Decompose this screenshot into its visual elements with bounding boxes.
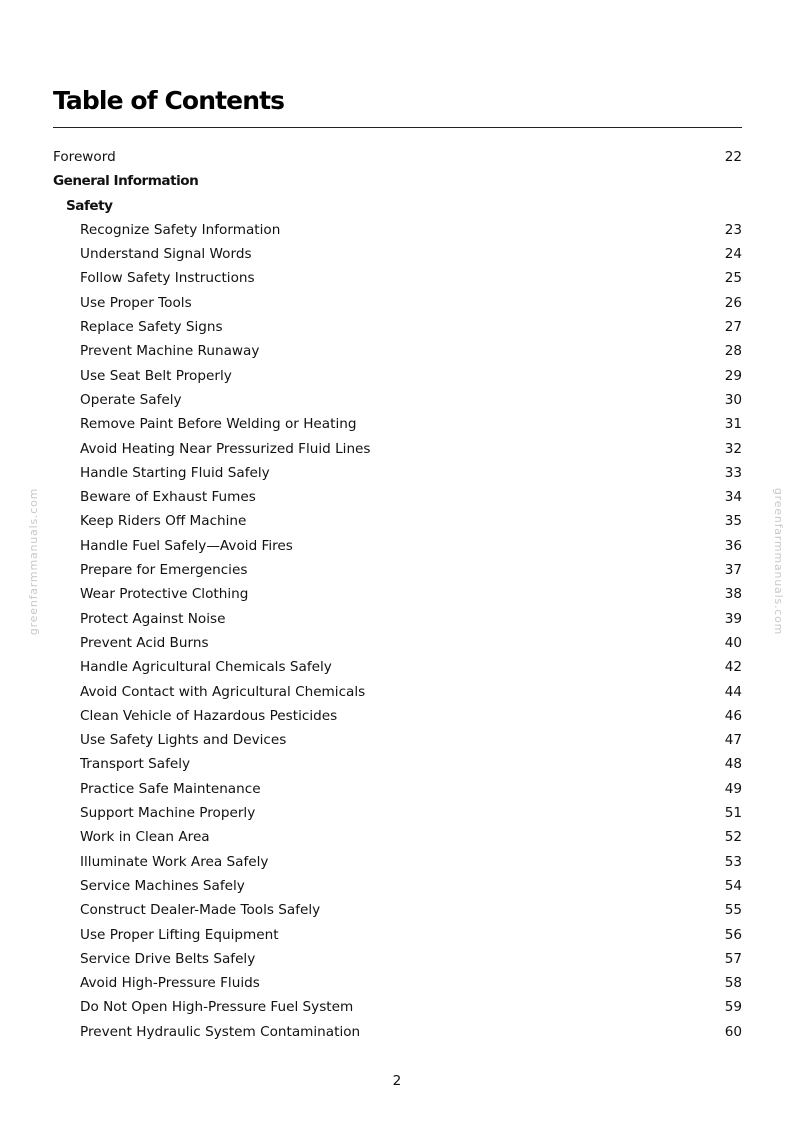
- toc-entry-label: Beware of Exhaust Fumes: [80, 489, 256, 506]
- toc-entry-label: Recognize Safety Information: [80, 221, 281, 238]
- toc-entry-label: Handle Fuel Safely—Avoid Fires: [80, 537, 293, 554]
- toc-entry-label: Handle Agricultural Chemicals Safely: [80, 659, 332, 676]
- toc-entry[interactable]: [53, 801, 742, 825]
- toc-entry-label: Practice Safe Maintenance: [80, 780, 261, 797]
- toc-entry-page-number: 59: [724, 999, 742, 1016]
- toc-entry[interactable]: [53, 947, 742, 971]
- toc-entry[interactable]: [53, 582, 742, 606]
- page-title: Table of Contents: [53, 86, 285, 115]
- toc-entry[interactable]: [53, 850, 742, 874]
- toc-entry[interactable]: [53, 607, 742, 631]
- toc-entry-page-number: 57: [724, 950, 742, 967]
- toc-entry-page-number: 42: [724, 659, 742, 676]
- toc-entry[interactable]: [53, 558, 742, 582]
- toc-entry[interactable]: [53, 752, 742, 776]
- toc-entry-page-number: 56: [724, 926, 742, 943]
- toc-entry-label: Protect Against Noise: [80, 610, 226, 627]
- toc-entry-label: Follow Safety Instructions: [80, 270, 255, 287]
- toc-entry-label: Support Machine Properly: [80, 805, 256, 822]
- toc-entry-page-number: 55: [724, 902, 742, 919]
- toc-entry-page-number: 48: [724, 756, 742, 773]
- toc-entry-page-number: 46: [724, 707, 742, 724]
- toc-chapter[interactable]: [53, 169, 742, 193]
- toc-entry[interactable]: [53, 437, 742, 461]
- toc-entry-label: Use Seat Belt Properly: [80, 367, 232, 384]
- toc-entry[interactable]: [53, 364, 742, 388]
- toc-entry-page-number: 24: [724, 246, 742, 263]
- toc-entry[interactable]: [53, 218, 742, 242]
- toc-entry[interactable]: [53, 145, 742, 169]
- watermark-left: greenfarmmanuals.com: [27, 487, 41, 636]
- toc-entry[interactable]: [53, 777, 742, 801]
- toc-entry-label: Avoid High-Pressure Fluids: [80, 975, 260, 992]
- toc-entry-page-number: 40: [724, 634, 742, 651]
- toc-entry[interactable]: [53, 315, 742, 339]
- toc-entry-page-number: 51: [724, 805, 742, 822]
- toc-entry[interactable]: [53, 898, 742, 922]
- toc-entry-label: Avoid Heating Near Pressurized Fluid Lines: [80, 440, 371, 457]
- toc-entry-label: Operate Safely: [80, 391, 182, 408]
- toc-entry-label: Safety: [66, 197, 113, 214]
- toc-entry-page-number: 30: [724, 391, 742, 408]
- toc-entry-label: Do Not Open High-Pressure Fuel System: [80, 999, 354, 1016]
- toc-entry-label: Service Drive Belts Safely: [80, 950, 256, 967]
- toc-entry-label: Understand Signal Words: [80, 246, 252, 263]
- toc-entry-page-number: 38: [724, 586, 742, 603]
- toc-entry[interactable]: [53, 509, 742, 533]
- toc-entry-page-number: 22: [724, 149, 742, 165]
- toc-entry-label: Use Proper Lifting Equipment: [80, 926, 279, 943]
- toc-entry[interactable]: [53, 461, 742, 485]
- toc-entry-page-number: 31: [724, 416, 742, 433]
- toc-entry-page-number: 47: [724, 732, 742, 749]
- toc-entry-page-number: 33: [724, 464, 742, 481]
- toc-entry-page-number: 39: [724, 610, 742, 627]
- toc-entry[interactable]: [53, 874, 742, 898]
- toc-entry[interactable]: [53, 923, 742, 947]
- watermark-right: greenfarmmanuals.com: [772, 487, 786, 636]
- toc-entry[interactable]: [53, 728, 742, 752]
- toc-entry-page-number: 60: [724, 1023, 742, 1040]
- toc-entry-label: Work in Clean Area: [80, 829, 210, 846]
- toc-entry-label: Remove Paint Before Welding or Heating: [80, 416, 357, 433]
- toc-entry[interactable]: [53, 631, 742, 655]
- toc-entry-page-number: 44: [724, 683, 742, 700]
- toc-entry-page-number: 35: [724, 513, 742, 530]
- toc-entry-page-number: 28: [724, 343, 742, 360]
- toc-entry-label: Foreword: [53, 149, 116, 165]
- toc-entry[interactable]: [53, 680, 742, 704]
- toc-entry[interactable]: [53, 412, 742, 436]
- toc-section[interactable]: [53, 194, 742, 218]
- toc-entry-label: Keep Riders Off Machine: [80, 513, 247, 530]
- toc-entry-page-number: 34: [724, 489, 742, 506]
- toc-entry-page-number: 27: [724, 319, 742, 336]
- toc-entry-label: Prevent Acid Burns: [80, 634, 209, 651]
- toc-entry-label: Service Machines Safely: [80, 877, 245, 894]
- toc-entry-label: Prevent Machine Runaway: [80, 343, 260, 360]
- toc-entry-page-number: 32: [724, 440, 742, 457]
- toc-entry-page-number: 29: [724, 367, 742, 384]
- toc-entry-label: Wear Protective Clothing: [80, 586, 249, 603]
- toc-entry-page-number: 26: [724, 294, 742, 311]
- toc-entry[interactable]: [53, 291, 742, 315]
- toc-entry-label: Clean Vehicle of Hazardous Pesticides: [80, 707, 338, 724]
- toc-entry[interactable]: [53, 339, 742, 363]
- toc-entry-label: Transport Safely: [80, 756, 191, 773]
- toc-entry[interactable]: [53, 485, 742, 509]
- toc-entry-page-number: 52: [724, 829, 742, 846]
- toc-entry-label: Prepare for Emergencies: [80, 562, 248, 579]
- toc-entry-page-number: 37: [724, 562, 742, 579]
- toc-entry-label: Construct Dealer-Made Tools Safely: [80, 902, 321, 919]
- page-number: 2: [392, 1073, 402, 1089]
- toc-entry-page-number: 53: [724, 853, 742, 870]
- toc-entry-label: Illuminate Work Area Safely: [80, 853, 269, 870]
- toc-entry[interactable]: [53, 704, 742, 728]
- toc-entry-label: General Information: [53, 173, 199, 190]
- toc-entry-page-number: 49: [724, 780, 742, 797]
- toc-entry[interactable]: [53, 655, 742, 679]
- toc-entry[interactable]: [53, 995, 742, 1019]
- toc-entry-page-number: 36: [724, 537, 742, 554]
- toc-entry-label: Replace Safety Signs: [80, 319, 223, 336]
- toc-entry-label: Avoid Contact with Agricultural Chemicals: [80, 683, 366, 700]
- toc-entry-page-number: 25: [724, 270, 742, 287]
- toc-entry[interactable]: [53, 242, 742, 266]
- toc-entry[interactable]: [53, 266, 742, 290]
- toc-entry-page-number: 54: [724, 877, 742, 894]
- title-divider: [53, 127, 742, 128]
- toc-entry[interactable]: [53, 1020, 742, 1044]
- toc-entry-label: Use Proper Tools: [80, 294, 192, 311]
- toc-entry[interactable]: [53, 534, 742, 558]
- toc-entry[interactable]: [53, 825, 742, 849]
- toc-entry-label: Handle Starting Fluid Safely: [80, 464, 270, 481]
- table-of-contents: [53, 145, 742, 1044]
- toc-entry-page-number: 23: [724, 221, 742, 238]
- toc-entry-page-number: 58: [724, 975, 742, 992]
- toc-entry[interactable]: [53, 971, 742, 995]
- toc-entry-label: Prevent Hydraulic System Contamination: [80, 1023, 361, 1040]
- toc-entry[interactable]: [53, 388, 742, 412]
- toc-entry-label: Use Safety Lights and Devices: [80, 732, 287, 749]
